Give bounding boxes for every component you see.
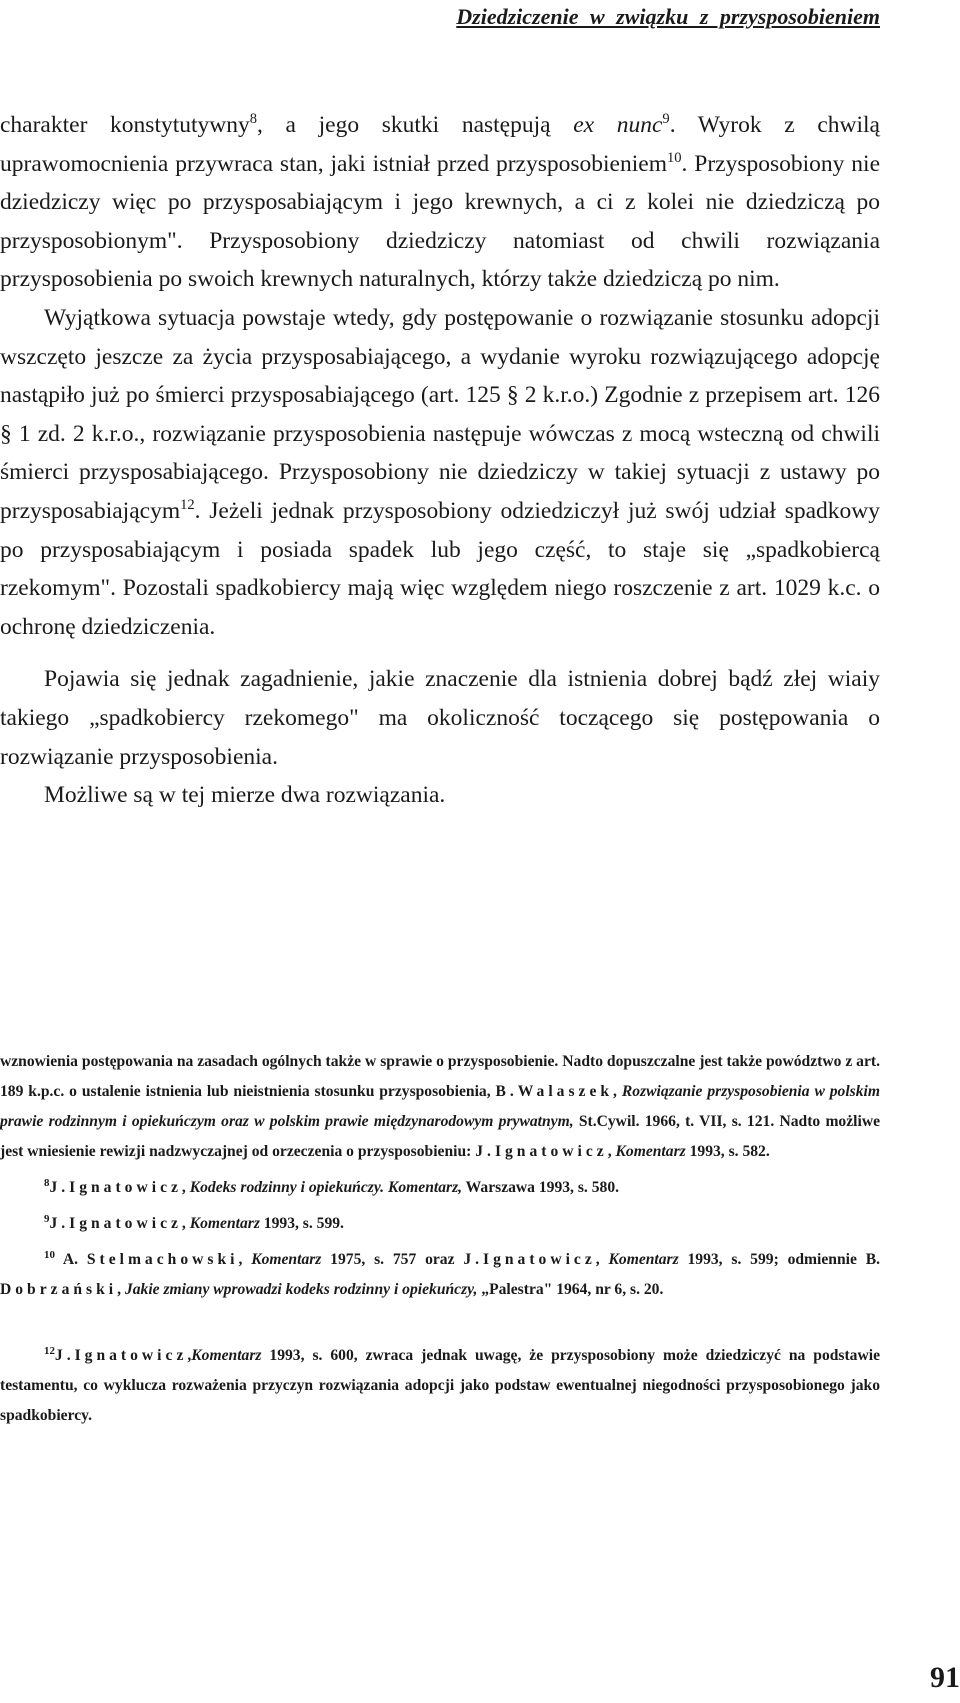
footnote-number: 8 xyxy=(44,1176,50,1189)
footnote-number: 10 xyxy=(44,1248,55,1261)
footnote-continued: wznowienia postępowania na zasadach ogólnych także w sprawie o przysposobienie. Nadto dopuszczalne jest także powództwo z art. 189 k.p.c. o ustalenie istnienia lub nieistnienia stosunku przysposobienia, B.Walaszek, Rozwiązanie przysposobienia w polskim prawie rodzinnym i opiekuńczym oraz w polskim prawie międzynarodowym prywatnym, St.Cywil. 1966, t. VII, s. 121. Nadto możliwe jest wniesienie rewizji nadzwyczajnej od orzeczenia o przysposobieniu: J.Ignatowicz, Komentarz 1993, s. 582. xyxy=(0,1053,880,1160)
footnote-9: $^9$J.Ignatowicz, Komentarz 1993, s. 599. xyxy=(44,1212,344,1232)
paragraph-2: Wyjątkowa sytuacja powstaje wtedy, gdy postępowanie o rozwiązanie stosunku adopcji wszczęto jeszcze za życia przysposabiającego, a wydanie wyroku rozwiązującego adopcję nastąpiło już po śmierci przysposabiającego (art. 125 § 2 k.r.o.) Zgodnie z przepisem art. 126 § 1 zd. 2 k.r.o., rozwiązanie przysposobienia następuje wówczas z mocą wsteczną od chwili śmierci przysposabiającego. Przysposobiony nie dziedziczy w takiej sytuacji z ustawy po przysposabiającym$^{12}$. Jeżeli jednak przysposobiony odziedziczył już swój udział spadkowy po przysposabiającym i posiada spadek lub jego część, to staje się „spadkobiercą rzekomym". Pozostali spadkobiercy mają więc względem niego roszczenie z art. 1029 k.c. o ochronę dziedziczenia. xyxy=(0,304,880,640)
paragraph-3: Pojawia się jednak zagadnienie, jakie znaczenie dla istnienia dobrej bądź złej wiaiy takiego „spadkobiercy rzekomego" ma okoliczność toczącego się postępowania o rozwiązanie przysposobienia. xyxy=(0,666,880,770)
page-number: 91 xyxy=(930,1661,960,1694)
footnote-ref: 12 xyxy=(180,497,195,514)
footnote-12: $^{12}$J.Ignatowicz,Komentarz 1993, s. 600, zwraca jednak uwagę, że przysposobiony może dziedziczyć na podstawie testamentu, co wyklucza rozważenia przyczyn rozwiązania adopcji jako podstaw ewentualnej niegodności przysposobionego jako spadkobiercy. xyxy=(0,1344,880,1424)
footnote-number: 9 xyxy=(44,1212,50,1225)
running-title: Dziedziczenie w związku z przysposobieniem xyxy=(456,4,880,29)
footnote-ref: 10 xyxy=(666,149,682,166)
footnote-number: 12 xyxy=(44,1344,55,1357)
footnote-ref: 9 xyxy=(662,111,670,128)
paragraph-1: charakter konstytutywny$^8$, a jego skutki następują ex nunc$^9$. Wyrok z chwilą uprawomocnienia przywraca stan, jaki istniał przed przysposobieniem$^{10}$. Przysposobiony nie dziedziczy więc po przysposabiającym i jego krewnych, a ci z kolei nie dziedziczą po przysposobionym". Przysposobiony dziedziczy natomiast od chwili rozwiązania przysposobienia po swoich krewnych naturalnych, którzy także dziedziczą po nim. xyxy=(0,111,881,293)
footnote-10: $^{10}$ A. Stelmachowski, Komentarz 1975, s. 757 oraz J.Ignatowicz, Komentarz 1993, s. 599; odmiennie B. Dobrzański, Jakie zmiany wprowadzi kodeks rodzinny i opiekuńczy, „Palestra" 1964, nr 6, s. 20. xyxy=(0,1248,880,1298)
footnotes xyxy=(0,1047,880,1431)
paragraph-4: Możliwe są w tej mierze dwa rozwiązania. xyxy=(44,782,446,809)
main-text xyxy=(0,106,880,815)
footnote-8: $^8$J.Ignatowicz, Kodeks rodzinny i opiekuńczy. Komentarz, Warszawa 1993, s. 580. xyxy=(44,1176,620,1196)
footnote-ref: 8 xyxy=(249,111,258,128)
